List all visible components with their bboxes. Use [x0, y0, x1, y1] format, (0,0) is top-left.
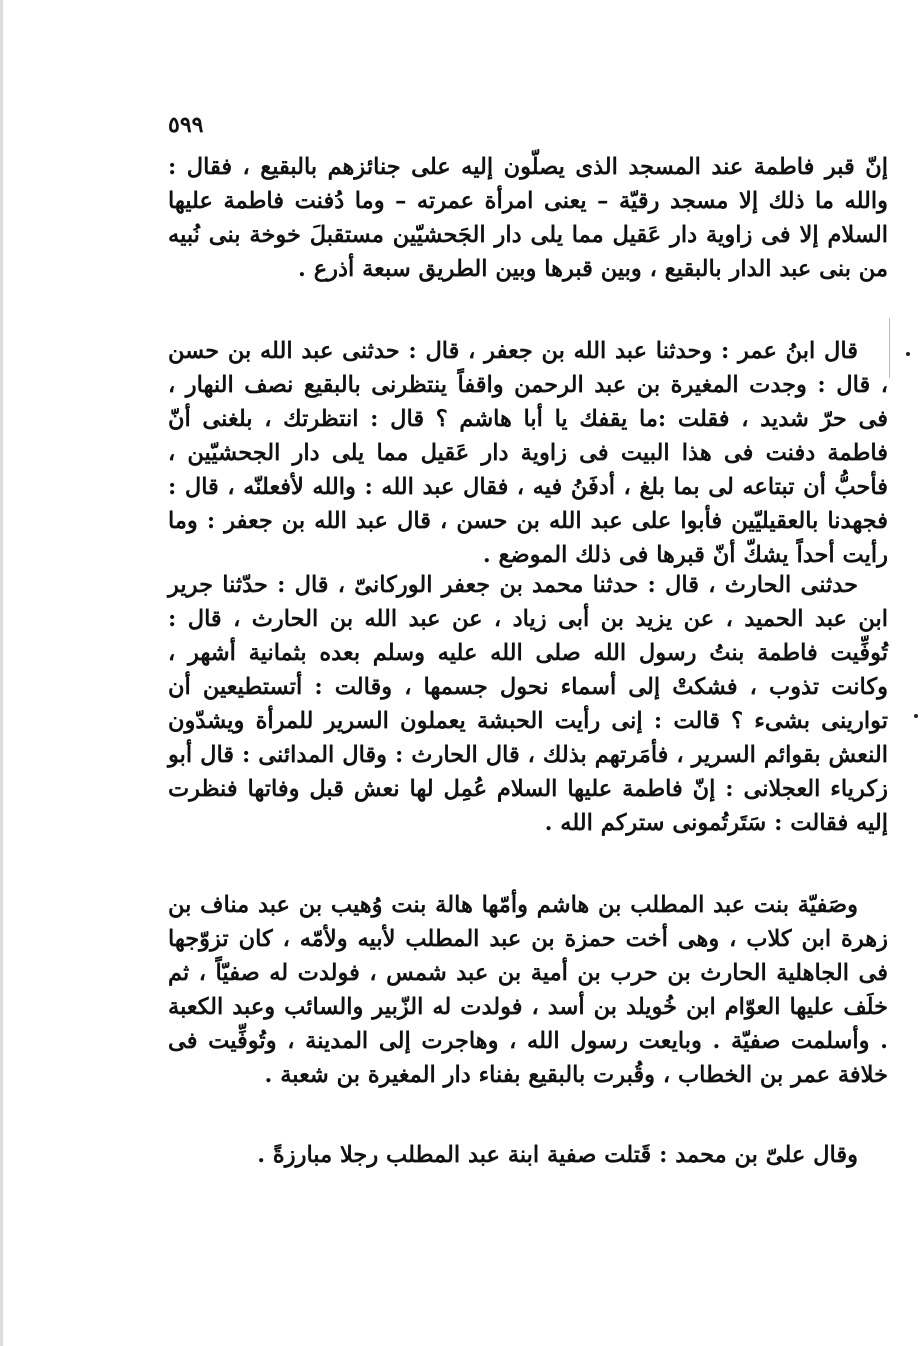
- page-number: ٥٩٩: [168, 112, 204, 138]
- paragraph-text: قال ابنُ عمر : وحدثنا عبد الله بن جعفر ، قال : حدثنى عبد الله بن حسن ، قال : وجدت المغيرة بن عبد الرحمن واقفاً ينتظرنى بالبقيع نصف النهار ، فى حرّ شديد ، فقلت :ما يقفك يا أبا هاشم ؟ قال : انتظرتك ، بلغنى أنّ فاطمة دفنت فى هذا البيت فى زاوية دار عَقيل مما يلى دار الجحشيّين ، فأحبُّ أن تبتاعه لى بما بلغ ، أدفَنُ فيه ، فقال عبد الله : والله لأفعلنّه ، قال : فجهدنا بالعقيليّين فأبوا على عبد الله بن حسن ، قال عبد الله بن جعفر : وما رأيت أحداً يشكّ أنّ قبرها فى ذلك الموضع .: [168, 338, 888, 568]
- paragraph-text: إنّ قبر فاطمة عند المسجد الذى يصلّون إليه على جنائزهم بالبقيع ، فقال : والله ما ذلك إلا مسجد رقيّة – يعنى امرأة عمرته – وما دُفنت فاطمة عليها السلام إلا فى زاوية دار عَقيل مما يلى دار الجَحشيّين مستقبلَ خوخة بنى نُبيه من بنى عبد الدار بالبقيع ، وبين قبرها وبين الطريق سبعة أذرع .: [168, 154, 888, 282]
- margin-mark: [906, 352, 910, 356]
- page-edge: [0, 0, 3, 1346]
- paragraph-text: وصَفيّة بنت عبد المطلب بن هاشم وأمّها هالة بنت وُهيب بن عبد مناف بن زهرة ابن كلاب ، وهى أخت حمزة بن عبد المطلب لأبيه ولأمّه ، كان تزوّجها فى الجاهلية الحارث بن حرب بن أمية بن عبد شمس ، فولدت له صفيّاً ، ثم خلَف عليها العوّام ابن خُويلد بن أسد ، فولدت له الزّبير والسائب وعبد الكعبة . وأسلمت صفيّة . وبايعت رسول الله ، وهاجرت إلى المدينة ، وتُوفِّيت فى خلافة عمر بن الخطاب ، وقُبرت بالبقيع بفناء دار المغيرة بن شعبة .: [168, 892, 888, 1088]
- paragraph-text: وقال علىّ بن محمد : قَتلت صفية ابنة عبد المطلب رجلا مبارزةً .: [257, 1142, 858, 1168]
- paragraph-5: [168, 1138, 888, 1172]
- paragraph-1: [168, 150, 888, 286]
- paragraph-text: حدثنى الحارث ، قال : حدثنا محمد بن جعفر الوركانىّ ، قال : حدّثنا جرير ابن عبد الحميد ، عن يزيد بن أبى زياد ، عن عبد الله بن الحارث ، قال : تُوفِّيت فاطمة بنتُ رسول الله صلى الله عليه وسلم بعده بثمانية أشهر ، وكانت تذوب ، فشكتْ إلى أسماء نحول جسمها ، وقالت : أتستطيعين أن توارينى بشىء ؟ قالت : إنى رأيت الحبشة يعملون السرير للمرأة ويشدّون النعش بقوائم السرير ، فأمَرتهم بذلك ، قال الحارث : وقال المدائنى : قال أبو زكرياء العجلانى : إنّ فاطمة عليها السلام عُمِل لها نعش قبل وفاتها فنظرت إليه فقالت : سَتَرتُمونى ستركم الله .: [168, 572, 888, 836]
- margin-line: [889, 318, 890, 378]
- paragraph-2: [168, 334, 888, 572]
- margin-mark: [914, 714, 918, 718]
- paragraph-4: [168, 888, 888, 1092]
- paragraph-3: [168, 568, 888, 840]
